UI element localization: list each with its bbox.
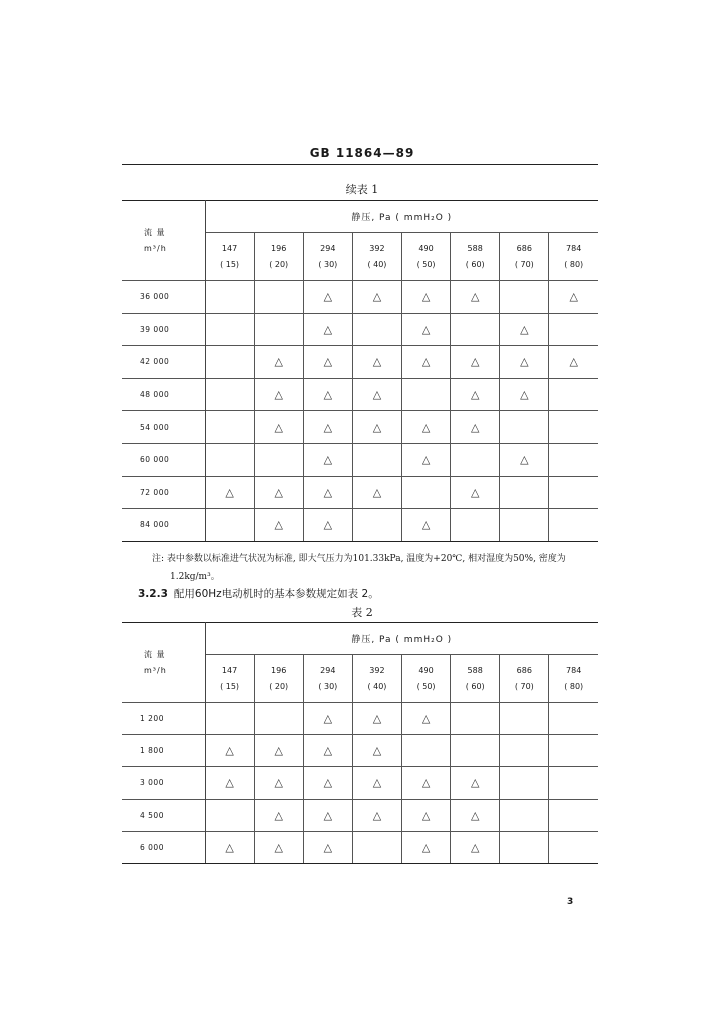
table1-note	[152, 550, 612, 586]
table1-column-mmh2o: ( 60)	[465, 259, 485, 269]
table2-column-header	[205, 655, 254, 703]
table2-column-pa: 588	[467, 665, 483, 675]
triangle-mark-cell	[451, 735, 500, 767]
triangle-mark-cell: △	[303, 799, 352, 831]
triangle-mark-cell: △	[451, 378, 500, 411]
table2-column-mmh2o: ( 60)	[465, 681, 485, 691]
table1-column-header	[549, 233, 598, 281]
table1-flow-header	[122, 201, 205, 281]
table1-column-header	[451, 233, 500, 281]
table2-column-mmh2o: ( 20)	[269, 681, 289, 691]
triangle-mark-cell: △	[205, 767, 254, 799]
triangle-mark-cell	[402, 735, 451, 767]
flow-value: 3 000	[122, 767, 205, 799]
triangle-mark-cell: △	[254, 735, 303, 767]
table1-column-mmh2o: ( 50)	[416, 259, 436, 269]
triangle-mark-cell: △	[402, 313, 451, 346]
triangle-mark-cell: △	[352, 767, 401, 799]
triangle-mark-cell	[500, 509, 549, 542]
triangle-mark-cell	[500, 703, 549, 735]
triangle-mark-cell	[254, 281, 303, 314]
triangle-mark-cell: △	[352, 735, 401, 767]
triangle-mark-cell: △	[352, 703, 401, 735]
triangle-mark-cell	[500, 411, 549, 444]
table2-column-pa: 392	[369, 665, 385, 675]
table1-flow-unit: m³/h	[144, 243, 167, 253]
table2-column-mmh2o: ( 30)	[318, 681, 338, 691]
flow-value: 42 000	[122, 346, 205, 379]
triangle-mark-cell: △	[254, 378, 303, 411]
triangle-mark-cell: △	[352, 346, 401, 379]
table2-column-header	[254, 655, 303, 703]
table2-column-mmh2o: ( 50)	[416, 681, 436, 691]
note-line-1: 注: 表中参数以标准进气状况为标准, 即大气压力为101.33kPa, 温度为+20℃, 相对湿度为50%, 密度为	[152, 554, 566, 564]
table1-column-pa: 392	[369, 243, 385, 253]
section-text: 配用60Hz电动机时的基本参数规定如表 2。	[173, 588, 379, 600]
table2-column-pa: 686	[516, 665, 532, 675]
triangle-mark-cell	[402, 378, 451, 411]
triangle-mark-cell	[549, 703, 598, 735]
table1-pressure-header: 静压, Pa ( mmH₂O )	[205, 201, 598, 233]
table2-column-header	[451, 655, 500, 703]
triangle-mark-cell	[500, 799, 549, 831]
triangle-mark-cell: △	[402, 443, 451, 476]
triangle-mark-cell: △	[402, 703, 451, 735]
triangle-mark-cell	[402, 476, 451, 509]
triangle-mark-cell	[549, 313, 598, 346]
table1-column-pa: 686	[516, 243, 532, 253]
table1-column-header	[303, 233, 352, 281]
triangle-mark-cell	[500, 735, 549, 767]
table1-column-pa: 196	[271, 243, 287, 253]
triangle-mark-cell: △	[352, 476, 401, 509]
triangle-mark-cell: △	[402, 509, 451, 542]
triangle-mark-cell: △	[254, 767, 303, 799]
triangle-mark-cell	[500, 767, 549, 799]
table-row	[122, 443, 598, 476]
triangle-mark-cell	[352, 443, 401, 476]
table-row	[122, 735, 598, 767]
triangle-mark-cell: △	[352, 411, 401, 444]
triangle-mark-cell	[352, 509, 401, 542]
triangle-mark-cell	[451, 703, 500, 735]
flow-value: 48 000	[122, 378, 205, 411]
triangle-mark-cell	[500, 281, 549, 314]
table2-column-mmh2o: ( 70)	[514, 681, 534, 691]
table-row	[122, 411, 598, 444]
table2-flow-header	[122, 623, 205, 703]
triangle-mark-cell	[549, 411, 598, 444]
triangle-mark-cell: △	[303, 443, 352, 476]
triangle-mark-cell: △	[254, 476, 303, 509]
page-number: 3	[567, 897, 574, 907]
triangle-mark-cell: △	[303, 509, 352, 542]
table1-column-header	[500, 233, 549, 281]
table2-column-mmh2o: ( 15)	[220, 681, 240, 691]
table1-column-header	[254, 233, 303, 281]
triangle-mark-cell: △	[205, 476, 254, 509]
triangle-mark-cell	[549, 767, 598, 799]
triangle-mark-cell	[254, 703, 303, 735]
table2-column-pa: 490	[418, 665, 434, 675]
triangle-mark-cell: △	[500, 378, 549, 411]
triangle-mark-cell: △	[451, 831, 500, 863]
table1-caption: 续表 1	[345, 183, 379, 196]
triangle-mark-cell: △	[303, 411, 352, 444]
table1-column-mmh2o: ( 70)	[514, 259, 534, 269]
table2-column-pa: 147	[221, 665, 238, 675]
table1-column-header	[352, 233, 401, 281]
triangle-mark-cell: △	[451, 281, 500, 314]
table2-column-mmh2o: ( 40)	[367, 681, 387, 691]
flow-value: 84 000	[122, 509, 205, 542]
flow-value: 39 000	[122, 313, 205, 346]
triangle-mark-cell: △	[254, 509, 303, 542]
triangle-mark-cell: △	[303, 735, 352, 767]
triangle-mark-cell	[549, 799, 598, 831]
table2-column-pa: 196	[271, 665, 287, 675]
triangle-mark-cell	[500, 831, 549, 863]
triangle-mark-cell	[549, 509, 598, 542]
table2-column-header	[500, 655, 549, 703]
table1-column-header	[205, 233, 254, 281]
table2	[122, 622, 598, 864]
triangle-mark-cell: △	[254, 831, 303, 863]
section-number: 3.2.3	[138, 588, 168, 600]
triangle-mark-cell: △	[205, 831, 254, 863]
flow-value: 4 500	[122, 799, 205, 831]
standard-code-header: GB 11864—89	[309, 146, 415, 160]
triangle-mark-cell: △	[500, 346, 549, 379]
table-row	[122, 476, 598, 509]
table2-flow-unit: m³/h	[144, 665, 167, 675]
triangle-mark-cell: △	[303, 378, 352, 411]
table2-caption: 表 2	[351, 606, 373, 619]
triangle-mark-cell	[205, 313, 254, 346]
triangle-mark-cell: △	[402, 346, 451, 379]
triangle-mark-cell	[205, 443, 254, 476]
triangle-mark-cell	[549, 378, 598, 411]
flow-value: 1 800	[122, 735, 205, 767]
table1	[122, 200, 598, 542]
triangle-mark-cell: △	[451, 346, 500, 379]
table-row	[122, 831, 598, 863]
header-rule	[122, 164, 598, 165]
triangle-mark-cell: △	[500, 443, 549, 476]
table2-column-mmh2o: ( 80)	[564, 681, 584, 691]
triangle-mark-cell	[254, 443, 303, 476]
table-row	[122, 799, 598, 831]
triangle-mark-cell	[352, 313, 401, 346]
triangle-mark-cell: △	[402, 799, 451, 831]
triangle-mark-cell: △	[303, 346, 352, 379]
triangle-mark-cell: △	[303, 313, 352, 346]
table-row	[122, 509, 598, 542]
triangle-mark-cell: △	[549, 346, 598, 379]
table2-column-header	[549, 655, 598, 703]
section-3-2-3	[138, 586, 379, 601]
triangle-mark-cell	[352, 831, 401, 863]
triangle-mark-cell: △	[254, 799, 303, 831]
table2-flow-label: 流 量	[144, 649, 166, 659]
table-row	[122, 378, 598, 411]
triangle-mark-cell	[254, 313, 303, 346]
flow-value: 1 200	[122, 703, 205, 735]
triangle-mark-cell	[549, 476, 598, 509]
table1-column-pa: 147	[221, 243, 238, 253]
triangle-mark-cell: △	[352, 378, 401, 411]
table-row	[122, 703, 598, 735]
table1-column-pa: 784	[566, 243, 582, 253]
flow-value: 36 000	[122, 281, 205, 314]
table1-column-pa: 588	[467, 243, 483, 253]
triangle-mark-cell	[549, 443, 598, 476]
triangle-mark-cell	[205, 509, 254, 542]
table2-column-header	[402, 655, 451, 703]
table-row	[122, 767, 598, 799]
triangle-mark-cell: △	[205, 735, 254, 767]
triangle-mark-cell	[205, 411, 254, 444]
triangle-mark-cell	[205, 346, 254, 379]
triangle-mark-cell: △	[451, 799, 500, 831]
triangle-mark-cell: △	[254, 346, 303, 379]
table1-column-mmh2o: ( 80)	[564, 259, 584, 269]
flow-value: 60 000	[122, 443, 205, 476]
table1-column-pa: 294	[320, 243, 336, 253]
triangle-mark-cell	[451, 313, 500, 346]
triangle-mark-cell: △	[402, 411, 451, 444]
table2-pressure-header: 静压, Pa ( mmH₂O )	[205, 623, 598, 655]
table2-column-pa: 294	[320, 665, 336, 675]
triangle-mark-cell	[549, 831, 598, 863]
triangle-mark-cell	[500, 476, 549, 509]
table-row	[122, 313, 598, 346]
triangle-mark-cell: △	[451, 476, 500, 509]
flow-value: 6 000	[122, 831, 205, 863]
table-row	[122, 346, 598, 379]
flow-value: 72 000	[122, 476, 205, 509]
triangle-mark-cell: △	[303, 281, 352, 314]
table2-column-pa: 784	[566, 665, 582, 675]
triangle-mark-cell: △	[303, 831, 352, 863]
note-line-2: 1.2kg/m³。	[170, 572, 220, 582]
triangle-mark-cell: △	[549, 281, 598, 314]
triangle-mark-cell: △	[303, 767, 352, 799]
triangle-mark-cell	[451, 509, 500, 542]
triangle-mark-cell: △	[303, 703, 352, 735]
triangle-mark-cell: △	[402, 831, 451, 863]
table1-column-header	[402, 233, 451, 281]
triangle-mark-cell	[205, 378, 254, 411]
table2-column-header	[352, 655, 401, 703]
table-row	[122, 281, 598, 314]
triangle-mark-cell: △	[451, 767, 500, 799]
triangle-mark-cell: △	[500, 313, 549, 346]
table1-column-mmh2o: ( 20)	[269, 259, 289, 269]
table2-column-header	[303, 655, 352, 703]
triangle-mark-cell	[205, 799, 254, 831]
triangle-mark-cell: △	[352, 799, 401, 831]
table1-column-mmh2o: ( 30)	[318, 259, 338, 269]
triangle-mark-cell	[205, 281, 254, 314]
table1-column-pa: 490	[418, 243, 434, 253]
table1-column-mmh2o: ( 15)	[220, 259, 240, 269]
triangle-mark-cell: △	[451, 411, 500, 444]
triangle-mark-cell	[549, 735, 598, 767]
table1-column-mmh2o: ( 40)	[367, 259, 387, 269]
triangle-mark-cell: △	[402, 767, 451, 799]
triangle-mark-cell: △	[352, 281, 401, 314]
table1-flow-label: 流 量	[144, 227, 166, 237]
triangle-mark-cell: △	[254, 411, 303, 444]
triangle-mark-cell: △	[303, 476, 352, 509]
triangle-mark-cell: △	[402, 281, 451, 314]
flow-value: 54 000	[122, 411, 205, 444]
triangle-mark-cell	[451, 443, 500, 476]
triangle-mark-cell	[205, 703, 254, 735]
